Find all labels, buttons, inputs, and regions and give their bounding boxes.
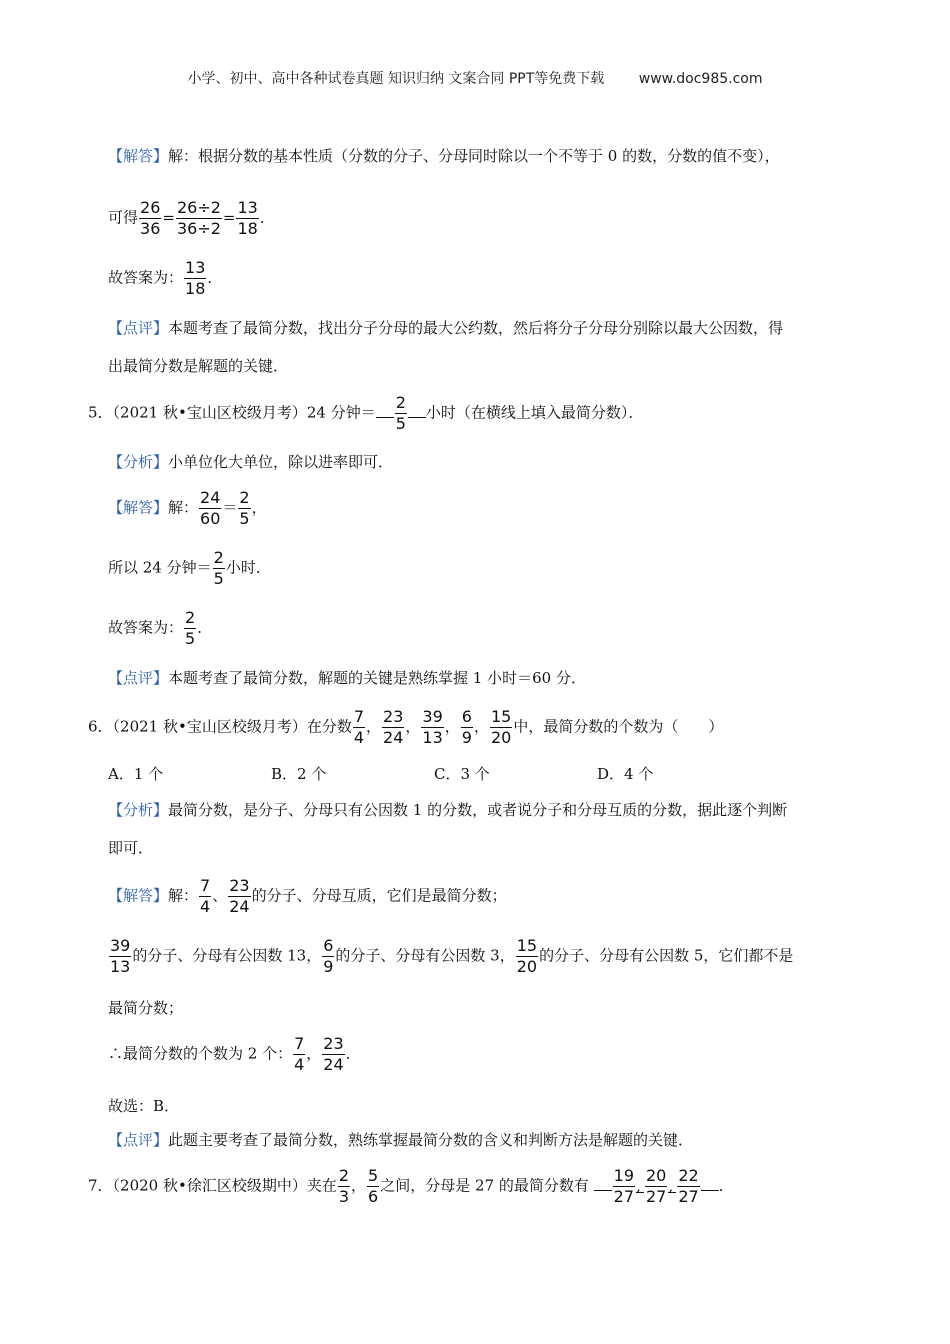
fraction: $\frac{2}{3}$ bbox=[338, 1166, 350, 1206]
q4-comment-line-2: 出最简分数是解题的关键． bbox=[108, 357, 289, 375]
label-fenxi: 【分析】 bbox=[108, 453, 169, 471]
fraction: $\frac{26\div 2}{36\div 2}$ bbox=[176, 198, 221, 238]
fraction: $\frac{26}{36}$ bbox=[140, 198, 161, 238]
fraction: $\frac{23}{24}$ bbox=[383, 707, 404, 747]
label-dianping: 【点评】 bbox=[108, 669, 169, 687]
fraction: $\frac{5}{6}$ bbox=[368, 1166, 379, 1206]
fraction: $\frac{2}{5}$ bbox=[395, 393, 406, 433]
fraction: $\frac{20}{27}$ bbox=[646, 1166, 667, 1206]
q5-question: 5．（2021 秋•宝山区校级月考）24 分钟＝ $\frac{2}{5}$ 小时（在横线上填入最简分数）． bbox=[88, 393, 644, 433]
q6-solution: 【解答】解： $\frac{7}{4}$ 、 $\frac{23}{24}$ 的分子、分母互质，它们是最简分数； bbox=[108, 876, 507, 916]
q4-solution-line: 【解答】解：根据分数的基本性质（分数的分子、分母同时除以一个不等于 0 的数，分数的值不变）， bbox=[108, 147, 780, 165]
fraction: $\frac{15}{20}$ bbox=[516, 936, 538, 976]
answer-blank: , bbox=[636, 1176, 644, 1193]
fraction: $\frac{2}{5}$ bbox=[213, 548, 224, 588]
fraction: $\frac{39}{13}$ bbox=[110, 936, 131, 976]
q6-choose: 故选：B． bbox=[108, 1097, 180, 1115]
q6-options bbox=[108, 764, 760, 784]
label-jieda: 【解答】 bbox=[108, 886, 169, 905]
fraction: $\frac{6}{9}$ bbox=[461, 707, 472, 747]
label-jieda: 【解答】 bbox=[108, 498, 169, 517]
label-dianping: 【点评】 bbox=[108, 1131, 169, 1149]
answer-blank bbox=[594, 1174, 612, 1191]
fraction: $\frac{2}{5}$ bbox=[185, 608, 196, 648]
fraction: $\frac{23}{24}$ bbox=[229, 876, 250, 916]
fraction: $\frac{39}{13}$ bbox=[422, 707, 443, 747]
q5-answer-line: 故答案为： $\frac{2}{5}$ ． bbox=[108, 608, 213, 648]
fraction: $\frac{13}{18}$ bbox=[237, 198, 258, 238]
label-fenxi: 【分析】 bbox=[108, 801, 169, 819]
q6-solution-3: 最简分数； bbox=[108, 999, 184, 1017]
q5-comment: 【点评】本题考查了最简分数，解题的关键是熟练掌握 1 小时＝60 分． bbox=[108, 669, 586, 687]
q6-solution-2: $\frac{39}{13}$ 的分子、分母有公因数 13， $\frac{6}{9}$ 的分子、分母有公因数 3， $\frac{15}{20}$ 的分子、分母有公因数 5，它们都不是 bbox=[110, 936, 794, 976]
q4-comment-line: 【点评】本题考查了最简分数，找出分子分母的最大公约数，然后将分子分母分别除以最大公因数，得 bbox=[108, 319, 784, 337]
fraction: $\frac{13}{18}$ bbox=[185, 258, 206, 298]
question-number: 6． bbox=[88, 717, 113, 736]
answer-blank bbox=[376, 401, 394, 418]
fraction: $\frac{23}{24}$ bbox=[323, 1034, 344, 1074]
label-jieda: 【解答】 bbox=[108, 147, 169, 165]
q4-equation-line: 可得 $\frac{26}{36}$ = $\frac{26\div 2}{36\div 2}$ = $\frac{13}{18}$ ． bbox=[108, 198, 275, 238]
q6-analysis-2: 即可． bbox=[108, 839, 154, 857]
option-b: B．2 个 bbox=[271, 765, 327, 783]
fraction: $\frac{2}{5}$ bbox=[239, 488, 250, 528]
label-dianping: 【点评】 bbox=[108, 319, 169, 337]
fraction: $\frac{7}{4}$ bbox=[294, 1034, 305, 1074]
fraction: $\frac{15}{20}$ bbox=[491, 707, 512, 747]
q5-solution: 【解答】解： $\frac{24}{60}$ ＝ $\frac{2}{5}$ ， bbox=[108, 488, 267, 528]
header-site: www.doc985.com bbox=[638, 71, 763, 87]
q7-question: 7．（2020 秋•徐汇区校级期中）夹在 $\frac{2}{3}$ ， $\frac{5}{6}$ 之间，分母是 27 的最简分数有 $\frac{19}{27}$ , $\frac{20}{27}$ , $\frac{22}{27}$ ． bbox=[88, 1166, 734, 1206]
fraction: $\frac{7}{4}$ bbox=[200, 876, 211, 916]
q5-analysis: 【分析】小单位化大单位，除以进率即可． bbox=[108, 453, 394, 471]
question-number: 5． bbox=[88, 403, 113, 422]
answer-blank bbox=[408, 401, 426, 418]
fraction: $\frac{6}{9}$ bbox=[323, 936, 334, 976]
q4-answer-line: 故答案为： $\frac{13}{18}$ ． bbox=[108, 258, 223, 298]
fraction: $\frac{24}{60}$ bbox=[200, 488, 221, 528]
option-a: A．1 个 bbox=[108, 765, 164, 783]
answer-blank bbox=[701, 1174, 719, 1191]
q6-comment: 【点评】此题主要考查了最简分数，熟练掌握最简分数的含义和判断方法是解题的关键． bbox=[108, 1131, 694, 1149]
q6-analysis: 【分析】最简分数，是分子、分母只有公因数 1 的分数，或者说分子和分母互质的分数，据此逐个判断 bbox=[108, 801, 788, 819]
fraction: $\frac{22}{27}$ bbox=[678, 1166, 699, 1206]
option-c: C．3 个 bbox=[434, 765, 490, 783]
fraction: $\frac{19}{27}$ bbox=[613, 1166, 634, 1206]
q6-question: 6．（2021 秋•宝山区校级月考）在分数 $\frac{7}{4}$ ， $\frac{23}{24}$ ， $\frac{39}{13}$ ， $\frac{6}{9}$ ， $\frac{15}{20}$ 中，最简分数的个数为（ ） bbox=[88, 707, 724, 747]
page-header bbox=[0, 68, 950, 88]
q5-so-line: 所以 24 分钟＝ $\frac{2}{5}$ 小时． bbox=[108, 548, 271, 588]
question-number: 7． bbox=[88, 1176, 113, 1195]
answer-blank: , bbox=[668, 1176, 676, 1193]
fraction: $\frac{7}{4}$ bbox=[353, 707, 365, 747]
q6-conclusion: ∴最简分数的个数为 2 个： $\frac{7}{4}$ ， $\frac{23}{24}$ ． bbox=[108, 1034, 361, 1074]
header-text: 小学、初中、高中各种试卷真题 知识归纳 文案合同 PPT等免费下载 bbox=[187, 71, 605, 87]
option-d: D．4 个 bbox=[597, 765, 654, 783]
